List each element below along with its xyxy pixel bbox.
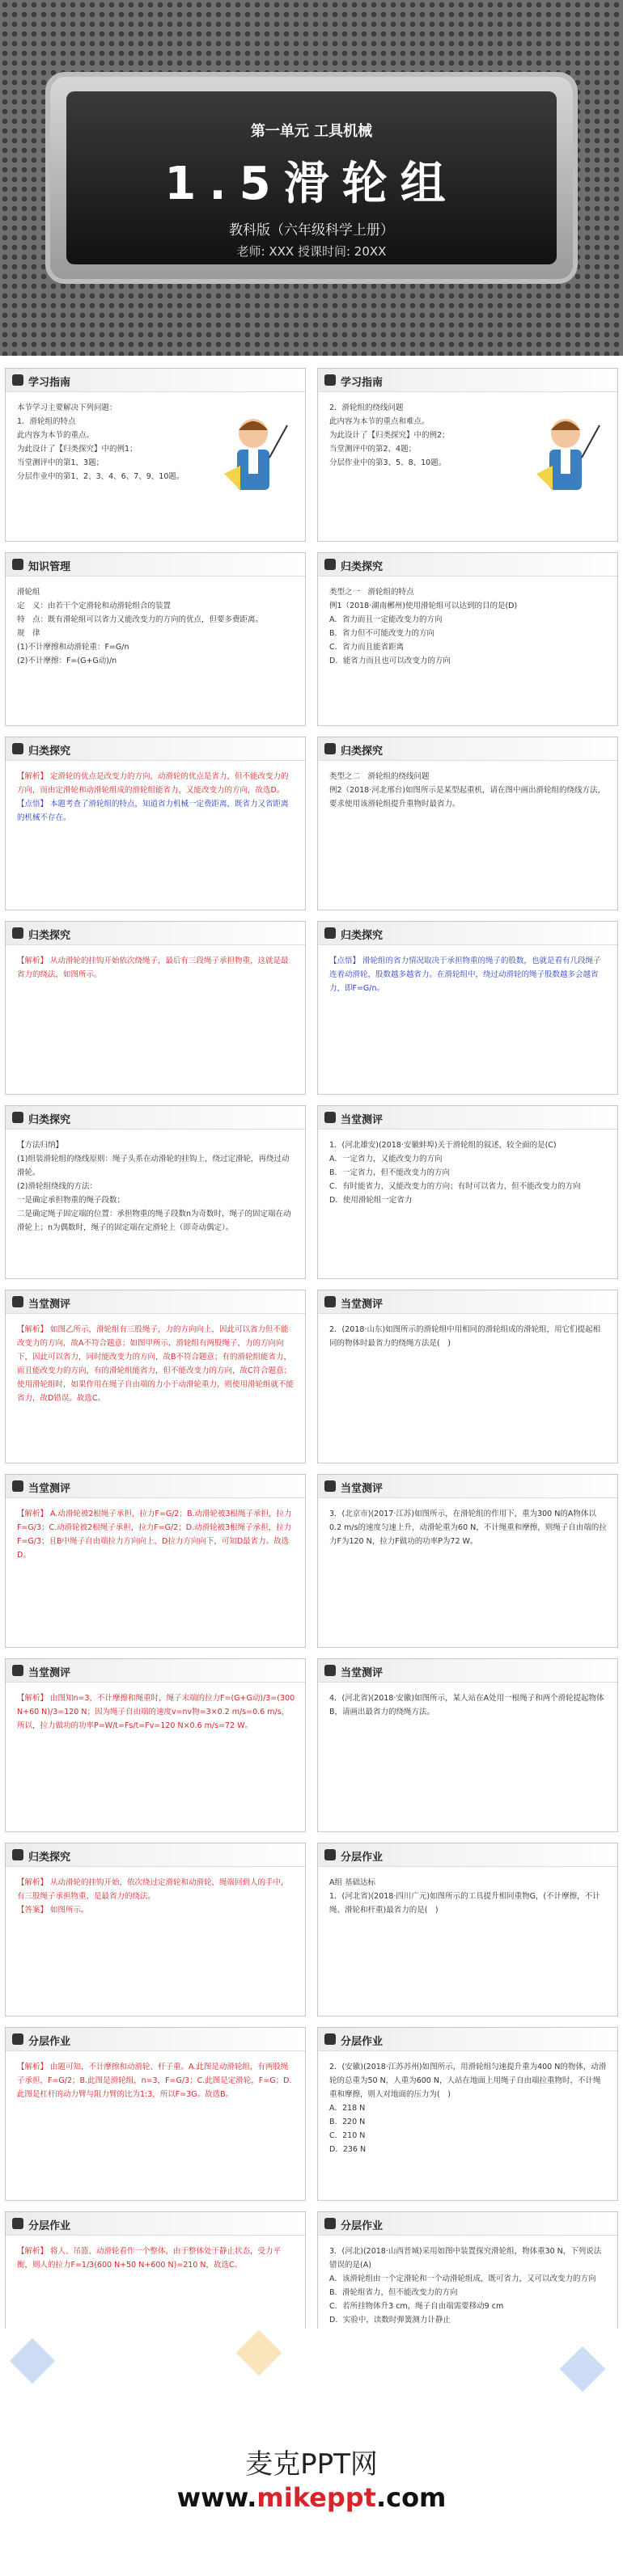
slide-body: [17, 2060, 295, 2101]
slide-card: [5, 1843, 306, 2016]
header-marker-icon: [324, 374, 336, 386]
slide-title: 归类探究: [28, 745, 71, 758]
slide-body: [329, 1691, 608, 1719]
slide-card: [5, 737, 306, 910]
slide-line: 一是确定承担物重的绳子段数；: [17, 1196, 125, 1205]
slide-header: [318, 1475, 617, 1498]
slide-line: B．省力但不可能改变力的方向: [329, 629, 435, 638]
slide-line: C．210 N: [329, 2131, 366, 2140]
slide-line: 【解析】 从动滑轮的挂钩开始依次绕绳子，最后有三段绳子承担物重，这就是最省力的绕法，如图所示。: [17, 956, 289, 979]
slide-line: A组 基础达标: [329, 1878, 376, 1887]
slide-line: D．实验中，读数时弹簧测力计静止: [329, 2316, 451, 2325]
slide-line: 1．(河北省)(2018·四川广元)如图所示的工具提升相同重物G，(不计摩擦，不计绳、滑轮和杆重)最省力的是( ): [329, 1892, 600, 1915]
url-prefix: www.: [176, 2482, 257, 2513]
slide-line: A．218 N: [329, 2104, 366, 2113]
slide-line: 【解析】 从动滑轮的挂钩开始，依次绕过定滑轮和动滑轮，绳端回到人的手中，有三股绳子承担物重，是最省力的绕法。: [17, 1878, 289, 1901]
slide-title: 知识管理: [28, 561, 71, 573]
teacher-illustration: [216, 409, 290, 506]
slide-line: 例2（2018·河北邢台)如图所示是某型起重机，请在图中画出滑轮组的绕线方法，要求使用该滑轮组提升重物时最省力。: [329, 786, 605, 809]
slide-line: 【解析】 由题可知，不计摩擦和动滑轮、杆子重。A.此图是动滑轮组，有两股绳子承担，F=G/2；B.此图是滑轮组，n=3，F=G/3；C.此图是定滑轮，F=G；D.此图是杠杆的动力臂与阻力臂的比为1:3，所以F=3G。故选B。: [17, 2063, 292, 2099]
header-marker-icon: [324, 927, 336, 939]
header-marker-icon: [12, 559, 23, 570]
slide-header: [6, 1290, 305, 1314]
header-marker-icon: [12, 2218, 23, 2229]
slide-header: [6, 1106, 305, 1130]
slide-line: D．使用滑轮组一定省力: [329, 1196, 413, 1205]
slide-line: A．该滑轮组由一个定滑轮和一个动滑轮组成，既可省力，又可以改变力的方向: [329, 2274, 596, 2283]
header-marker-icon: [12, 1296, 23, 1307]
slide-card: [5, 1658, 306, 1832]
slide-line: 分层作业中的第3、5、8、10题。: [329, 458, 447, 467]
edition-label: 教科版（六年级科学上册）: [229, 222, 394, 239]
slide-card: [317, 1658, 618, 1832]
slide-line: 2．滑轮组的绕线问题: [329, 403, 404, 412]
slide-line: 二是确定绳子固定端的位置：承担物重的绳子段数n为奇数时，绳子的固定端在动滑轮上；n为偶数时，绳子的固定端在定滑轮上（即奇动偶定）。: [17, 1210, 291, 1232]
slide-card: [5, 552, 306, 726]
teacher-info: 老师: XXX 授课时间: 20XX: [236, 244, 387, 259]
slide-line: 规 律: [17, 629, 40, 638]
slide-header: [318, 1106, 617, 1130]
slide-line: D．236 N: [329, 2145, 367, 2154]
header-marker-icon: [324, 2218, 336, 2229]
slide-line: 【解析】 定滑轮的优点是改变力的方向，动滑轮的优点是省力，但不能改变力的方向，而由定滑轮和动滑轮组成的滑轮组能省力，又能改变力的方向，故选D。: [17, 772, 289, 795]
slide-header: [318, 2028, 617, 2051]
brand-name: 麦克PPT网: [245, 2448, 378, 2481]
slide-body: [17, 2244, 295, 2272]
slide-header: [6, 553, 305, 576]
slide-line: 3．(河北)(2018·山西晋城)采用如图中装置探究滑轮组，物体重30 N，下列说法错误的是(A): [329, 2247, 602, 2270]
slide-line: 2．(安徽)(2018·江苏苏州)如图所示，用滑轮组匀速提升重为400 N的物体，动滑轮的总重为50 N，人重为600 N，人站在地面上用绳子自由端拉重物时，不计绳重和摩擦，则人对地面的压力为( ): [329, 2063, 607, 2099]
slide-header: [6, 1843, 305, 1867]
cover-banner: [0, 0, 623, 356]
slide-line: 当堂测评中的第2、4题；: [329, 445, 417, 454]
decor-diamond: [560, 2346, 606, 2392]
slide-line: (2)滑轮组绕线的方法：: [17, 1182, 97, 1191]
slide-line: 4．(河北省)(2018·安徽)如图所示，某人站在A处用一根绳子和两个滑轮提起物体B，请画出最省力的绕绳方法。: [329, 1694, 604, 1717]
slide-line: B．一定省力，但不能改变力的方向: [329, 1168, 451, 1177]
slide-line: 【答案】 如图所示。: [17, 1906, 89, 1915]
slide-line: 【解析】 A.动滑轮被2根绳子承担，拉力F=G/2；B.动滑轮被3根绳子承担，拉力F=G/3；C.动滑轮被2根绳子承担，拉力F=G/2；D.动滑轮被3根绳子承担，拉力F=G/3；且B中绳子自由端拉力方向向上，D拉力方向向下，可知D最省力。故选D。: [17, 1510, 292, 1560]
slide-title: 分层作业: [28, 2036, 71, 2048]
slide-card: [5, 1474, 306, 1648]
cover-screen: [66, 91, 557, 264]
slide-line: 【点悟】 本题考查了滑轮组的特点，知道省力机械一定费距离，既省力又省距离的机械不存在。: [17, 800, 289, 822]
slide-title: 当堂测评: [28, 1483, 71, 1495]
slide-line: 【解析】 由图知n=3，不计摩擦和绳重时，绳子末端的拉力F=(G+G动)/3=(300 N+60 N)/3=120 N；因为绳子自由端的速度v=nv物=3×0.2 m/s=0.6 m/s，所以，拉力做功的功率P=W/t=Fs/t=Fv=120 N×0.6 m/s=72 W。: [17, 1694, 295, 1730]
slide-title: 学习指南: [28, 377, 71, 389]
slide-line: A．一定省力，又能改变力的方向: [329, 1155, 443, 1163]
slide-line: 类型之一 滑轮组的特点: [329, 588, 414, 597]
slide-line: 例1（2018·湖南郴州)使用滑轮组可以达到的目的是(D): [329, 602, 518, 610]
slide-line: 分层作业中的第1、2、3、4、6、7、9、10题。: [17, 472, 184, 481]
header-marker-icon: [324, 1665, 336, 1676]
slide-header: [318, 737, 617, 761]
slide-card: [317, 552, 618, 726]
header-marker-icon: [324, 743, 336, 754]
slide-body: [17, 1507, 295, 1562]
slide-body: [17, 1138, 295, 1235]
header-marker-icon: [324, 1480, 336, 1492]
slide-title: 归类探究: [341, 745, 384, 758]
slide-line: 此内容为本节的重点和难点。: [329, 417, 430, 426]
slide-title: 归类探究: [341, 930, 384, 942]
slide-header: [6, 1659, 305, 1683]
slide-line: 1．滑轮组的特点: [17, 417, 76, 426]
slide-line: D．能省力而且也可以改变力的方向: [329, 657, 451, 665]
slide-body: [17, 585, 295, 668]
slide-title: 当堂测评: [341, 1299, 384, 1311]
slide-card: [5, 2027, 306, 2201]
slide-title: 归类探究: [28, 930, 71, 942]
slide-line: 本节学习主要解决下列问题：: [17, 403, 117, 412]
url-accent: mikeppt: [256, 2482, 376, 2513]
slide-line: 为此设计了【归类探究】中的例1；: [17, 445, 138, 454]
slide-title: 当堂测评: [28, 1667, 71, 1679]
header-marker-icon: [12, 1112, 23, 1123]
slide-body: [329, 770, 608, 811]
slide-title: 分层作业: [28, 2220, 71, 2232]
slide-body: [17, 1323, 295, 1405]
header-marker-icon: [324, 2033, 336, 2045]
slide-line: B．滑轮组省力，但不能改变力的方向: [329, 2288, 458, 2297]
slide-line: (1)组装滑轮组的绕线原则：绳子头系在动滑轮的挂钩上，绕过定滑轮，再绕过动滑轮。: [17, 1155, 290, 1177]
slide-card: [317, 368, 618, 542]
slide-title: 当堂测评: [341, 1483, 384, 1495]
slide-card: [317, 2027, 618, 2201]
slide-line: 【解析】 如图乙所示，滑轮组有三股绳子，力的方向向上，因此可以省力但不能改变力的方向，故A不符合题意；如图甲所示，滑轮组有两股绳子，力的方向向下，因此可以省力，同时能改变力的方向，故B不符合题意；有的滑轮组能省力，而且能改变力的方向，有的滑轮组能省力，但不能改变力的方向，故C符合题意；使用滑轮组时，如果作用在绳子自由端的力小于动滑轮重力，则使用滑轮组就不能省力，故D错误。故选C。: [17, 1325, 295, 1403]
slide-card: [317, 737, 618, 910]
url-suffix: .com: [375, 2482, 447, 2513]
slide-body: [17, 1876, 295, 1917]
slide-title: 归类探究: [341, 561, 384, 573]
slide-header: [318, 1843, 617, 1867]
header-marker-icon: [324, 1849, 336, 1860]
slide-body: [329, 2244, 608, 2327]
slide-line: 滑轮组: [17, 588, 40, 597]
header-marker-icon: [12, 374, 23, 386]
site-url[interactable]: [0, 2482, 623, 2513]
slide-line: 【点悟】 滑轮组的省力情况取决于承担物重的绳子的股数，也就是看有几段绳子连着动滑轮，股数越多越省力。在滑轮组中，绕过动滑轮的绳子股数越多会越省力，即F=G/n。: [329, 956, 601, 993]
slide-body: [329, 1323, 608, 1350]
cover-frame: [50, 77, 573, 279]
slide-card: [5, 921, 306, 1095]
header-marker-icon: [12, 1480, 23, 1492]
header-marker-icon: [12, 1849, 23, 1860]
slide-body: [329, 585, 608, 668]
slide-body: [329, 2060, 608, 2156]
slide-line: C．若所挂物体升3 cm，绳子自由端需要移动9 cm: [329, 2302, 504, 2311]
slide-body: [329, 1876, 608, 1917]
slide-card: [317, 1843, 618, 2016]
slide-title: 当堂测评: [341, 1667, 384, 1679]
slide-line: 特 点：既有滑轮组可以省力又能改变力的方向的优点，但要多费距离。: [17, 615, 264, 624]
slide-line: 【解析】 将人、吊篮、动滑轮看作一个整体，由于整体处于静止状态，受力平衡，则人的拉力F=1/3(600 N+50 N+600 N)=210 N，故选C。: [17, 2247, 282, 2270]
slide-title: 学习指南: [341, 377, 384, 389]
decor-diamond: [236, 2330, 282, 2376]
slide-header: [318, 1659, 617, 1683]
slide-header: [318, 922, 617, 945]
slide-card: [5, 1105, 306, 1279]
slide-title: 当堂测评: [341, 1114, 384, 1126]
slide-header: [6, 922, 305, 945]
slide-line: 此内容为本节的重点。: [17, 431, 95, 440]
teacher-illustration: [528, 409, 603, 506]
slide-header: [6, 2212, 305, 2236]
slide-header: [6, 2028, 305, 2051]
header-marker-icon: [12, 743, 23, 754]
slide-line: A．省力而且一定能改变力的方向: [329, 615, 443, 624]
slide-header: [318, 369, 617, 392]
decor-diamond: [10, 2338, 56, 2384]
slide-header: [318, 1290, 617, 1314]
slide-line: B．220 N: [329, 2118, 366, 2126]
slide-body: [17, 1691, 295, 1733]
slide-card: [5, 1290, 306, 1463]
slide-header: [6, 1475, 305, 1498]
slide-line: 定 义：由若干个定滑轮和动滑轮组合的装置: [17, 602, 172, 610]
unit-title: 第一单元 工具机械: [250, 123, 373, 140]
header-marker-icon: [324, 559, 336, 570]
slide-title: 分层作业: [341, 2220, 384, 2232]
header-marker-icon: [12, 2033, 23, 2045]
slide-header: [318, 2212, 617, 2236]
slide-title: 归类探究: [28, 1114, 71, 1126]
slide-header: [6, 737, 305, 761]
slide-body: [329, 1507, 608, 1548]
slide-line: (2)不计摩擦：F=(G+G动)/n: [17, 657, 117, 665]
slide-card: [317, 1474, 618, 1648]
slide-card: [317, 921, 618, 1095]
lesson-title: 1.5滑轮组: [164, 158, 459, 210]
slide-card: [5, 368, 306, 542]
slide-line: 1．(河北雄安)(2018·安徽蚌埠)关于滑轮组的叙述，较全面的是(C): [329, 1141, 557, 1150]
slide-header: [6, 369, 305, 392]
slide-title: 当堂测评: [28, 1299, 71, 1311]
slide-line: 2．(2018·山东)如图所示的滑轮组中用相同的滑轮组成的滑轮组，用它们提起相同的物体时最省力的绕绳方法是( ): [329, 1325, 601, 1348]
slide-body: [329, 1138, 608, 1207]
slide-line: 类型之二 滑轮组的绕线问题: [329, 772, 430, 781]
slide-title: 归类探究: [28, 1852, 71, 1864]
slide-body: [329, 954, 608, 995]
header-marker-icon: [12, 927, 23, 939]
slide-title: 分层作业: [341, 2036, 384, 2048]
header-marker-icon: [324, 1296, 336, 1307]
slide-line: 3．(北京市)(2017·江苏)如图所示，在滑轮组的作用下，重为300 N的A物体以0.2 m/s的速度匀速上升，动滑轮重为60 N，不计绳重和摩擦，则绳子自由端的拉力F为120 N，拉力F做功的功率P为72 W。: [329, 1510, 607, 1546]
slide-body: [17, 770, 295, 825]
slide-body: [17, 954, 295, 982]
footer: [0, 2329, 623, 2576]
slide-header: [318, 553, 617, 576]
slide-line: (1)不计摩擦和动滑轮重：F=G/n: [17, 643, 129, 652]
slide-title: 分层作业: [341, 1852, 384, 1864]
slide-line: 【方法归纳】: [17, 1141, 64, 1150]
slide-line: 当堂测评中的第1、3题；: [17, 458, 104, 467]
slide-line: C．有时能省力，又能改变力的方向；有时可以省力，但不能改变力的方向: [329, 1182, 581, 1191]
slide-card: [317, 1290, 618, 1463]
slide-card: [317, 1105, 618, 1279]
header-marker-icon: [324, 1112, 336, 1123]
header-marker-icon: [12, 1665, 23, 1676]
slide-line: 为此设计了【归类探究】中的例2；: [329, 431, 450, 440]
slide-line: C．省力而且能省距离: [329, 643, 405, 652]
